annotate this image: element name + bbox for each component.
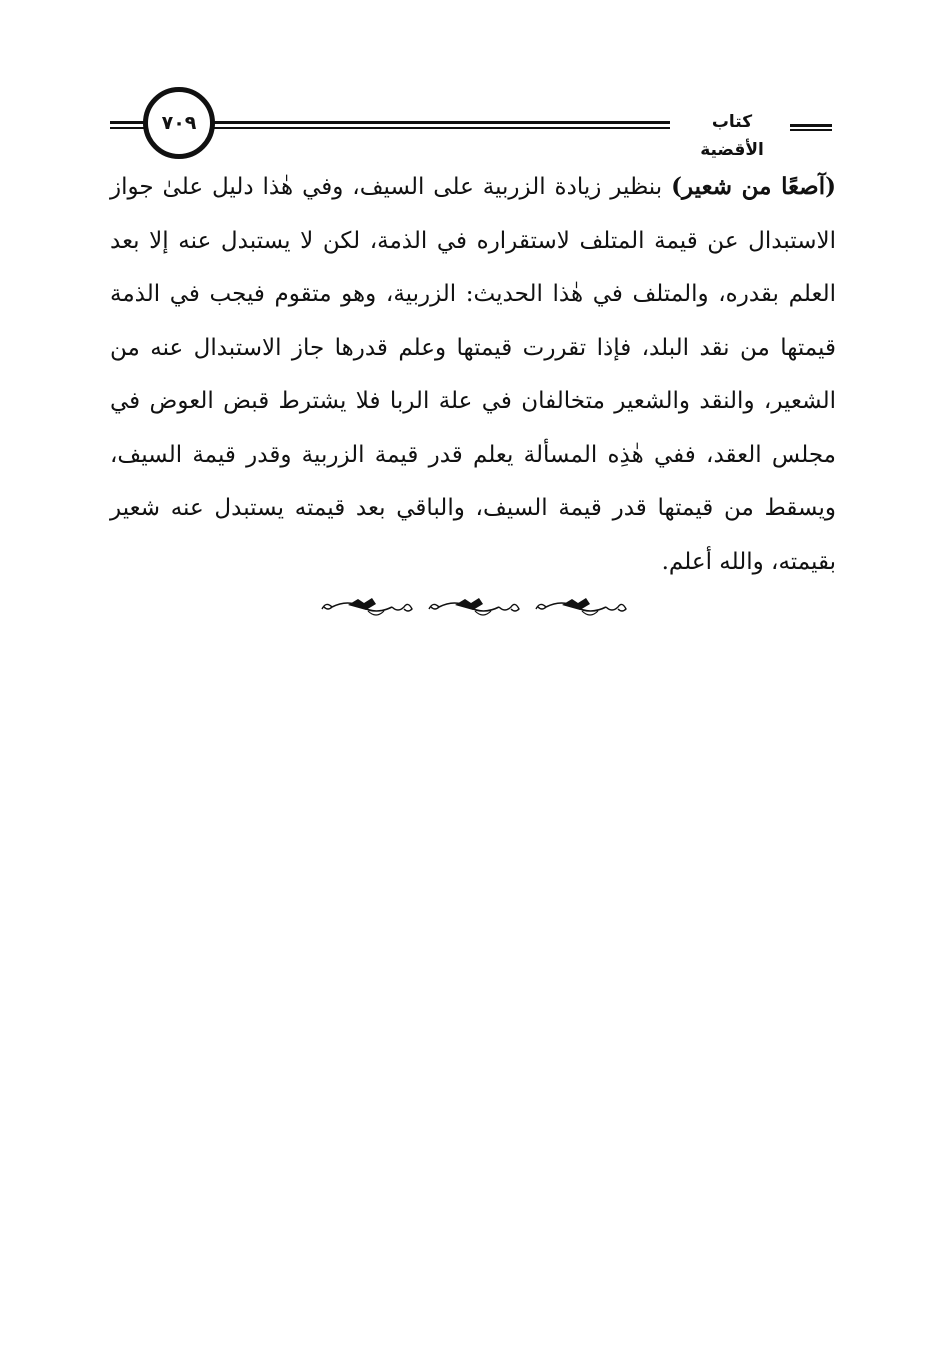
page-number: ٧٠٩ <box>161 112 197 134</box>
book-title: كتاب الأقضية <box>700 112 764 160</box>
page-header <box>0 0 942 160</box>
floral-divider <box>318 593 630 623</box>
commentary-text: بنظير زيادة الزربية على السيف، وفي هٰذا دليل علىٰ جواز الاستبدال عن قيمة المتلف لاستقراره في الذمة، لكن لا يستبدل عنه إلا بعد العلم بقدره، والمتلف في هٰذا الحديث: الزربية، وهو متقوم فيجب في الذمة قيمتها من نقد البلد، فإذا تقررت قيمتها وعلم قدرها جاز الاستبدال عنه من الشعير، والنقد والشعير متخالفان في علة الربا فلا يشترط قبض العوض في مجلس العقد، ففي هٰذِه المسألة يعلم قدر قيمة الزربية وقدر قيمة السيف، ويسقط من قيمتها قدر قيمة السيف، والباقي بعد قيمته يستبدل عنه شعير بقيمته، والله أعلم. <box>110 174 836 575</box>
floral-divider-icon <box>318 595 416 621</box>
floral-divider-icon <box>425 595 523 621</box>
page-number-circle <box>143 87 215 159</box>
body-paragraph <box>110 160 836 589</box>
floral-divider-icon <box>532 595 630 621</box>
header-rule-right <box>790 124 832 131</box>
hadith-quote: (آصعًا من شعير) <box>671 173 836 200</box>
